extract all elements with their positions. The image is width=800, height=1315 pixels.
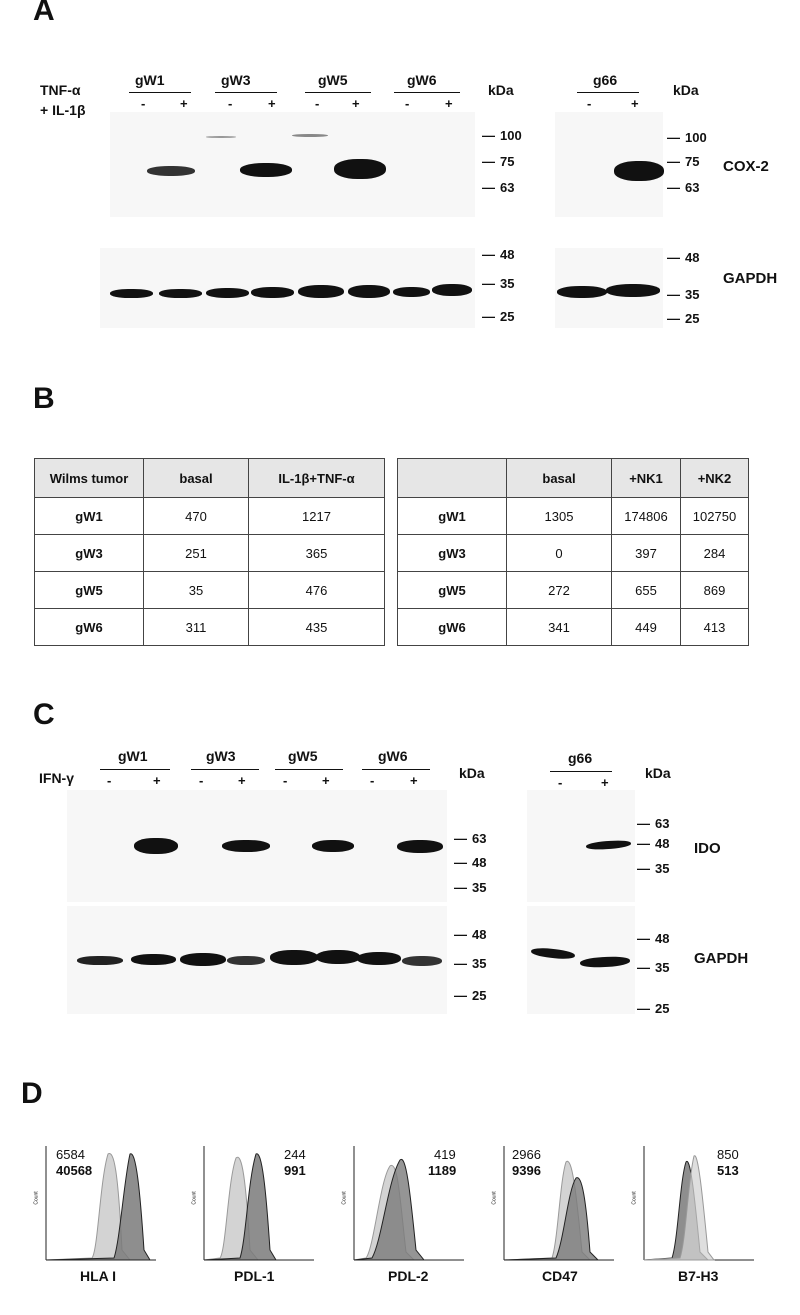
- marker-100: 100: [685, 130, 707, 145]
- lane-label-gw3: gW3: [221, 72, 251, 88]
- plus-sign: +: [631, 96, 639, 111]
- plus-sign: +: [352, 96, 360, 111]
- row-header: gW3: [35, 535, 144, 572]
- lane-underline: [100, 769, 170, 770]
- marker-48: 48: [655, 836, 670, 851]
- panel-label-d: D: [21, 1077, 43, 1110]
- y-axis-label: Count: [33, 1191, 40, 1205]
- marker-35: 35: [472, 956, 487, 971]
- y-axis-label: Count: [191, 1191, 198, 1205]
- y-axis-label: Count: [631, 1191, 638, 1205]
- gapdh-band: [316, 950, 360, 964]
- control-mfi: 2966: [512, 1147, 541, 1162]
- minus-sign: -: [107, 773, 112, 788]
- panel-label-a: A: [33, 0, 55, 27]
- table-cell: 341: [507, 609, 612, 646]
- ido-band: [397, 840, 443, 853]
- y-axis-label: Count: [341, 1191, 348, 1205]
- marker-48: 48: [472, 927, 487, 942]
- table-cell: 476: [249, 572, 385, 609]
- stained-mfi: 991: [284, 1163, 306, 1178]
- kda-label: kDa: [459, 765, 485, 781]
- marker-tick: —: [454, 956, 467, 971]
- faint-band: [292, 134, 328, 137]
- marker-tick: —: [637, 816, 650, 831]
- gapdh-band: [131, 954, 176, 965]
- marker-25: 25: [500, 309, 515, 324]
- lane-label-gw3: gW3: [206, 748, 236, 764]
- table-row: [35, 535, 385, 572]
- marker-tick: —: [482, 128, 495, 143]
- panel-label-c: C: [33, 698, 55, 731]
- y-axis-label: Count: [491, 1191, 498, 1205]
- target-label-gapdh: GAPDH: [723, 270, 778, 287]
- row-header: gW5: [35, 572, 144, 609]
- marker-63: 63: [685, 180, 700, 195]
- ido-band: [312, 840, 354, 852]
- minus-sign: -: [405, 96, 410, 111]
- row-header: gW3: [398, 535, 507, 572]
- table-cell: 365: [249, 535, 385, 572]
- table-cell: 174806: [612, 498, 681, 535]
- lane-label-g66: g66: [568, 750, 593, 766]
- gapdh-band: [393, 287, 430, 297]
- cox2-band: [147, 166, 195, 176]
- kda-label: kDa: [488, 82, 514, 98]
- marker-75: 75: [685, 154, 700, 169]
- header-cell: +NK1: [612, 459, 681, 498]
- marker-tick: —: [637, 861, 650, 876]
- marker-tick: —: [667, 180, 680, 195]
- table-cell: 251: [144, 535, 249, 572]
- marker-tick: —: [667, 130, 680, 145]
- table-cell: 869: [681, 572, 749, 609]
- marker-tick: —: [637, 836, 650, 851]
- table-row: [398, 535, 749, 572]
- minus-sign: -: [370, 773, 375, 788]
- marker-tick: —: [667, 154, 680, 169]
- faint-band: [206, 136, 236, 138]
- row-header: gW6: [35, 609, 144, 646]
- minus-sign: -: [141, 96, 146, 111]
- marker-tick: —: [637, 1001, 650, 1016]
- marker-tick: —: [637, 931, 650, 946]
- row-header: gW5: [398, 572, 507, 609]
- table-cell: 435: [249, 609, 385, 646]
- gapdh-band: [298, 285, 344, 298]
- table-cell: 470: [144, 498, 249, 535]
- marker-tick: —: [667, 311, 680, 326]
- header-cell: basal: [507, 459, 612, 498]
- control-mfi: 6584: [56, 1147, 85, 1162]
- gapdh-band: [77, 956, 123, 965]
- lane-label-gw1: gW1: [118, 748, 148, 764]
- marker-35: 35: [500, 276, 515, 291]
- plus-sign: +: [153, 773, 161, 788]
- lane-label-gw5: gW5: [318, 72, 348, 88]
- plus-sign: +: [180, 96, 188, 111]
- control-mfi: 244: [284, 1147, 306, 1162]
- gapdh-band-g66: [606, 284, 660, 297]
- histogram-pdl-1: [190, 1140, 318, 1288]
- table-right: [397, 458, 749, 646]
- header-cell: basal: [144, 459, 249, 498]
- marker-tick: —: [482, 247, 495, 262]
- histogram-svg: [630, 1140, 758, 1288]
- table-cell: 0: [507, 535, 612, 572]
- marker-tick: —: [482, 309, 495, 324]
- table-row: [398, 609, 749, 646]
- marker-tick: —: [667, 287, 680, 302]
- plus-sign: +: [238, 773, 246, 788]
- minus-sign: -: [587, 96, 592, 111]
- stained-mfi: 513: [717, 1163, 739, 1178]
- marker-75: 75: [500, 154, 515, 169]
- gapdh-band: [432, 284, 472, 296]
- lane-label-gw5: gW5: [288, 748, 318, 764]
- lane-underline: [215, 92, 277, 93]
- control-mfi: 850: [717, 1147, 739, 1162]
- table-header-row: [398, 459, 749, 498]
- table-cell: 35: [144, 572, 249, 609]
- minus-sign: -: [283, 773, 288, 788]
- ido-band: [222, 840, 270, 852]
- marker-tick: —: [454, 927, 467, 942]
- control-mfi: 419: [434, 1147, 456, 1162]
- histogram-hla-i: [32, 1140, 160, 1288]
- table-cell: 1305: [507, 498, 612, 535]
- table-header-row: [35, 459, 385, 498]
- marker-tick: —: [667, 250, 680, 265]
- gapdh-band: [206, 288, 249, 298]
- gapdh-band: [180, 953, 226, 966]
- gapdh-band: [251, 287, 294, 298]
- cox2-band-g66: [614, 161, 664, 181]
- histogram-label: HLA I: [80, 1268, 117, 1284]
- lane-underline: [275, 769, 343, 770]
- header-cell: [398, 459, 507, 498]
- stained-mfi: 40568: [56, 1163, 93, 1178]
- gapdh-band: [357, 952, 401, 965]
- histogram-label: CD47: [542, 1268, 578, 1284]
- marker-tick: —: [482, 276, 495, 291]
- marker-100: 100: [500, 128, 522, 143]
- gapdh-band: [110, 289, 153, 298]
- gapdh-band-g66: [557, 286, 607, 298]
- lane-underline: [305, 92, 371, 93]
- marker-tick: —: [637, 960, 650, 975]
- row-header: gW1: [35, 498, 144, 535]
- plus-sign: +: [322, 773, 330, 788]
- lane-underline: [191, 769, 259, 770]
- kda-label-g66: kDa: [645, 765, 671, 781]
- header-cell: IL-1β+TNF-α: [249, 459, 385, 498]
- lane-underline: [362, 769, 430, 770]
- minus-sign: -: [199, 773, 204, 788]
- table-row: [35, 498, 385, 535]
- marker-25: 25: [655, 1001, 670, 1016]
- stained-mfi: 1189: [428, 1163, 457, 1178]
- marker-48: 48: [472, 855, 487, 870]
- minus-sign: -: [558, 775, 563, 790]
- table-cell: 311: [144, 609, 249, 646]
- minus-sign: -: [315, 96, 320, 111]
- table-row: [35, 609, 385, 646]
- marker-35: 35: [685, 287, 700, 302]
- lane-label-g66: g66: [593, 72, 618, 88]
- cox2-band: [240, 163, 292, 177]
- table-cell: 449: [612, 609, 681, 646]
- marker-35: 35: [655, 960, 670, 975]
- table-row: [398, 572, 749, 609]
- plus-sign: +: [410, 773, 418, 788]
- table-cell: 1217: [249, 498, 385, 535]
- marker-48: 48: [685, 250, 700, 265]
- histogram-svg: [32, 1140, 160, 1288]
- histogram-pdl-2: [340, 1140, 468, 1288]
- panel-label-b: B: [33, 382, 55, 415]
- marker-tick: —: [454, 880, 467, 895]
- marker-63: 63: [655, 816, 670, 831]
- marker-35: 35: [472, 880, 487, 895]
- header-cell: +NK2: [681, 459, 749, 498]
- lane-underline: [577, 92, 639, 93]
- histogram-svg: [490, 1140, 618, 1288]
- target-label-ido: IDO: [694, 840, 721, 857]
- plus-sign: +: [445, 96, 453, 111]
- lane-label-gw1: gW1: [135, 72, 165, 88]
- treatment-label-ifng: IFN-γ: [39, 770, 74, 786]
- lane-underline: [394, 92, 460, 93]
- histogram-label: PDL-1: [234, 1268, 275, 1284]
- histogram-b7-h3: [630, 1140, 758, 1288]
- histogram-cd47: [490, 1140, 618, 1288]
- stained-mfi: 9396: [512, 1163, 541, 1178]
- marker-tick: —: [482, 154, 495, 169]
- ido-band: [134, 838, 178, 854]
- marker-63: 63: [500, 180, 515, 195]
- kda-label-g66: kDa: [673, 82, 699, 98]
- target-label-cox2: COX-2: [723, 158, 769, 175]
- table-cell: 284: [681, 535, 749, 572]
- marker-35: 35: [655, 861, 670, 876]
- gapdh-band: [227, 956, 265, 965]
- lane-underline: [550, 771, 612, 772]
- histogram-label: B7-H3: [678, 1268, 719, 1284]
- plus-sign: +: [601, 775, 609, 790]
- row-header: gW6: [398, 609, 507, 646]
- marker-48: 48: [655, 931, 670, 946]
- table-cell: 397: [612, 535, 681, 572]
- marker-25: 25: [685, 311, 700, 326]
- marker-tick: —: [454, 855, 467, 870]
- target-label-gapdh: GAPDH: [694, 950, 749, 967]
- table-cell: 655: [612, 572, 681, 609]
- plus-sign: +: [268, 96, 276, 111]
- header-cell: Wilms tumor: [35, 459, 144, 498]
- marker-tick: —: [454, 831, 467, 846]
- gapdh-band: [270, 950, 318, 965]
- treatment-label-il1b: + IL-1β: [40, 102, 86, 118]
- table-cell: 413: [681, 609, 749, 646]
- histogram-label: PDL-2: [388, 1268, 429, 1284]
- marker-48: 48: [500, 247, 515, 262]
- marker-tick: —: [482, 180, 495, 195]
- minus-sign: -: [228, 96, 233, 111]
- lane-underline: [129, 92, 191, 93]
- lane-label-gw6: gW6: [407, 72, 437, 88]
- table-cell: 102750: [681, 498, 749, 535]
- table-left: [34, 458, 385, 646]
- lane-label-gw6: gW6: [378, 748, 408, 764]
- gapdh-band: [348, 285, 390, 298]
- marker-tick: —: [454, 988, 467, 1003]
- gapdh-band: [402, 956, 442, 966]
- treatment-label-tnf: TNF-α: [40, 82, 81, 98]
- table-cell: 272: [507, 572, 612, 609]
- table-row: [398, 498, 749, 535]
- marker-25: 25: [472, 988, 487, 1003]
- gapdh-band: [159, 289, 202, 298]
- table-row: [35, 572, 385, 609]
- cox2-band: [334, 159, 386, 179]
- cox2-blot: [110, 112, 475, 217]
- row-header: gW1: [398, 498, 507, 535]
- marker-63: 63: [472, 831, 487, 846]
